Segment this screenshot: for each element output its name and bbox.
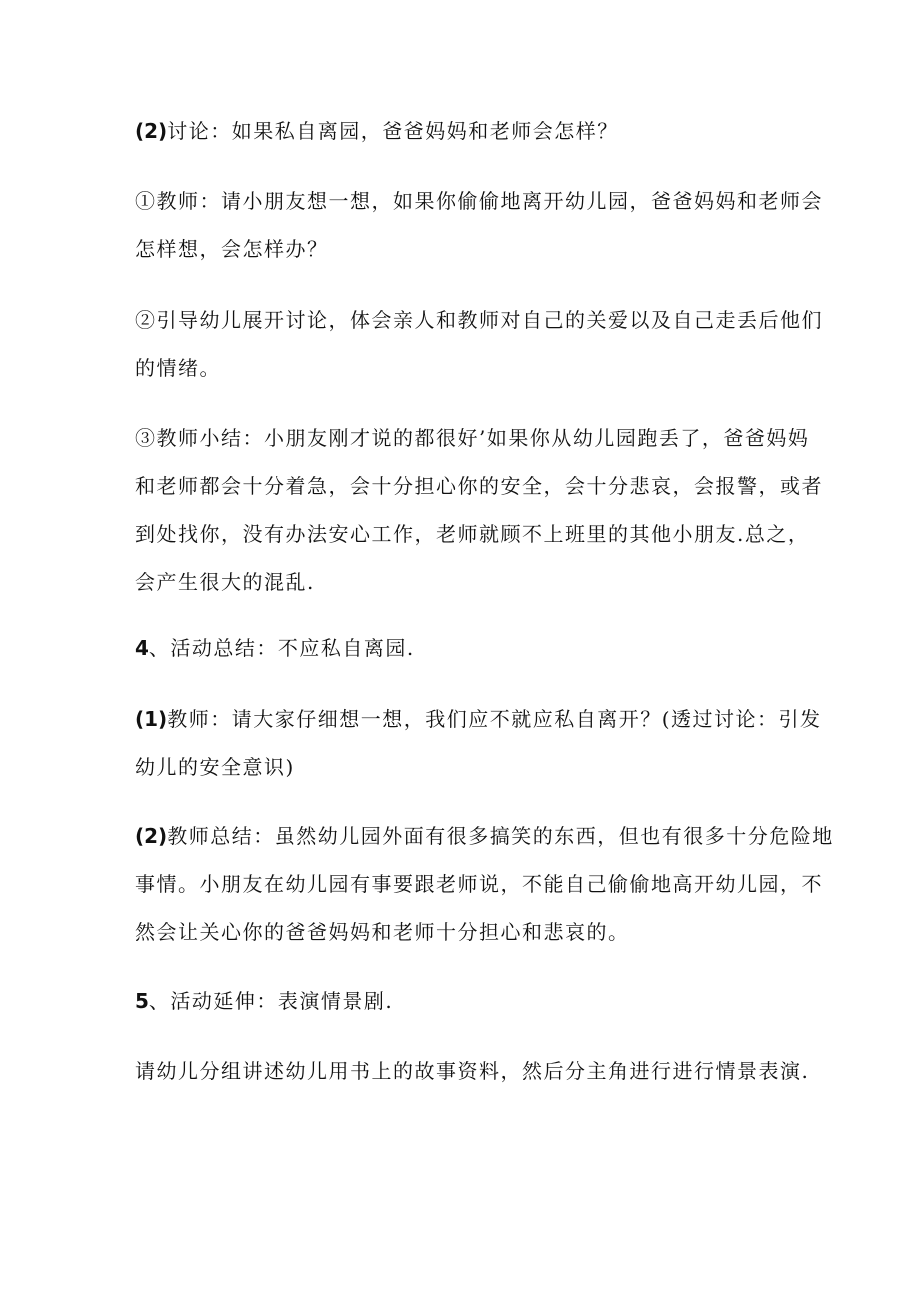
text-line: 会产生很大的混乱. [135,570,315,594]
text-line: ②引导幼儿展开讨论，体会亲人和教师对自己的关爱以及自己走丢后他们 [135,308,823,332]
text-line: 到处找你，没有办法安心工作，老师就顾不上班里的其他小朋友.总之， [135,522,810,546]
paragraph-guide-discussion [135,296,823,392]
paragraph-teacher-prompt [135,695,822,791]
paragraph-teacher-conclusion [135,812,834,956]
text-line: 5、活动延伸：表演情景剧. [135,989,394,1013]
text-line: ③教师小结：小朋友刚才说的都很好’如果你从幼儿园跑丢了，爸爸妈妈 [135,426,810,450]
text-line: (1)教师：请大家仔细想一想，我们应不就应私自离开？(透过讨论：引发 [135,707,822,731]
paragraph-group-performance [135,1047,810,1095]
text-line: (2)讨论：如果私自离园，爸爸妈妈和老师会怎样？ [135,119,619,143]
paragraph-discussion [135,107,785,155]
text-line: 的情绪。 [135,356,221,380]
text-line: 怎样想，会怎样办？ [135,237,329,261]
text-line: 和老师都会十分着急，会十分担心你的安全，会十分悲哀，会报警，或者 [135,474,823,498]
text-line: 请幼儿分组讲述幼儿用书上的故事资料，然后分主角进行进行情景表演. [135,1059,810,1083]
item-number: 5 [135,989,149,1013]
paragraph-teacher-question [135,177,823,273]
item-number: (1) [135,707,168,731]
text-line: 4、活动总结：不应私自离园. [135,636,415,660]
text-line: (2)教师总结：虽然幼儿园外面有很多搞笑的东西，但也有很多十分危险地 [135,824,834,848]
section-heading-activity-summary [135,624,785,672]
text-line: ①教师：请小朋友想一想，如果你偷偷地离开幼儿园，爸爸妈妈和老师会 [135,189,823,213]
text-line: 然会让关心你的爸爸妈妈和老师十分担心和悲哀的。 [135,920,630,944]
text-line: 幼儿的安全意识) [135,755,295,779]
paragraph-teacher-summary [135,414,823,606]
item-number: (2) [135,119,168,143]
section-heading-activity-extension [135,977,785,1025]
text-line: 事情。小朋友在幼儿园有事要跟老师说，不能自己偷偷地高开幼儿园，不 [135,872,823,896]
item-number: (2) [135,824,168,848]
item-number: 4 [135,636,149,660]
